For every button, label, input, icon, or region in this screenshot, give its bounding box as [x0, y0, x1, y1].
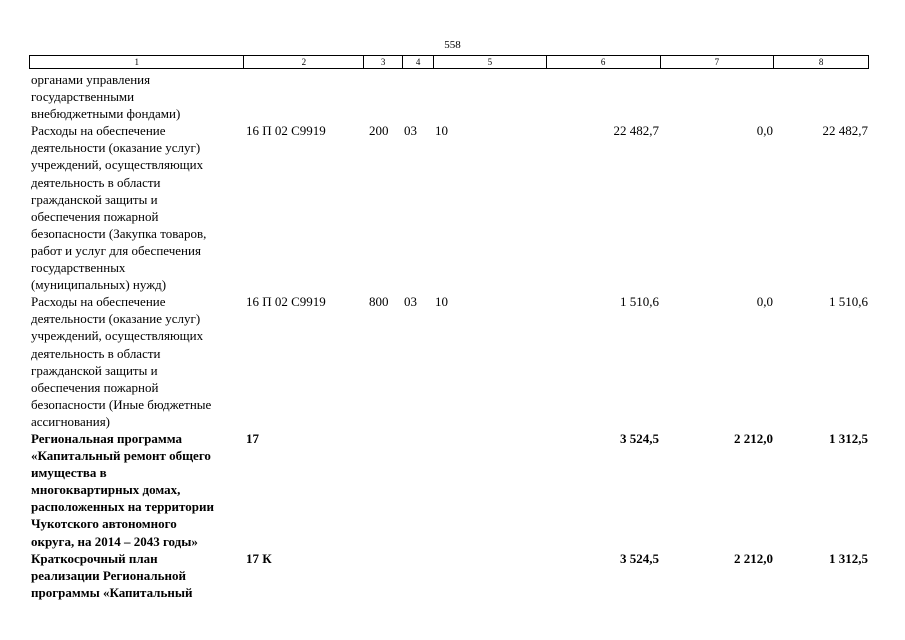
table-body [29, 71, 869, 601]
row-amount-col8: 1 312,5 [829, 550, 868, 566]
row-section [403, 430, 434, 550]
table-row [29, 430, 869, 550]
row-description: органами управления государственными внебюджетными фондами) [31, 72, 181, 122]
table-row [29, 550, 869, 601]
header-col-8: 8 [818, 57, 824, 67]
row-amount-col8: 1 510,6 [829, 294, 868, 310]
row-description: Краткосрочный план реализации Региональной программы «Капитальный [31, 550, 193, 600]
row-subsection [434, 71, 547, 122]
row-description: Расходы на обеспечение деятельности (оказание услуг) учреждений, осуществляющих деятельность в области гражданской защиты и обеспечения пожарной безопасности (Закупка товаров, работ и услуг для обеспечения государственных (муниципальных) нужд) [31, 123, 207, 293]
row-amount-col7: 0,0 [756, 294, 773, 310]
row-description: Расходы на обеспечение деятельности (оказание услуг) учреждений, осуществляющих деятельность в области гражданской защиты и обеспечения пожарной безопасности (Иные бюджетные ассигнования) [31, 294, 212, 429]
row-expense-type: 200 [369, 123, 389, 139]
header-col-7: 7 [661, 56, 775, 68]
row-amount-col8 [775, 71, 869, 122]
row-target-code: 16 П 02 С9919 [246, 123, 326, 139]
header-col-6: 6 [547, 56, 661, 68]
row-amount-total: 1 510,6 [620, 294, 659, 310]
row-amount-col7: 2 212,0 [734, 550, 773, 566]
row-section [403, 71, 434, 122]
table-row [29, 293, 869, 430]
header-col-3: 3 [364, 56, 403, 68]
row-expense-type [364, 550, 403, 601]
row-target-code: 16 П 02 С9919 [246, 294, 326, 310]
row-target-code: 17 [246, 430, 259, 446]
row-expense-type [364, 71, 403, 122]
row-amount-col7: 0,0 [756, 123, 773, 139]
row-amount-col7 [661, 71, 775, 122]
header-col-2: 2 [244, 56, 364, 68]
row-section [403, 550, 434, 601]
row-section: 03 [404, 294, 417, 310]
row-target-code [244, 71, 364, 122]
row-amount-col8: 1 312,5 [829, 430, 868, 446]
table-row [29, 122, 869, 293]
header-col-4: 4 [403, 56, 434, 68]
row-amount-total [547, 71, 661, 122]
row-subsection [434, 550, 547, 601]
header-col-1: 1 [30, 56, 244, 68]
row-expense-type: 800 [369, 294, 389, 310]
row-target-code: 17 К [246, 550, 272, 566]
row-subsection [434, 430, 547, 550]
row-amount-col8: 22 482,7 [822, 123, 868, 139]
row-description: Региональная программа «Капитальный ремонт общего имущества в многоквартирных домах, расположенных на территории Чукотского автономного округа, на 2014 – 2043 годы» [31, 430, 214, 549]
row-amount-total: 3 524,5 [620, 430, 659, 446]
row-subsection: 10 [435, 123, 448, 139]
row-expense-type [364, 430, 403, 550]
page-number: 558 [444, 39, 461, 51]
table-row [29, 71, 869, 122]
row-section: 03 [404, 123, 417, 139]
row-amount-total: 3 524,5 [620, 550, 659, 566]
row-amount-col7: 2 212,0 [734, 430, 773, 446]
row-amount-total: 22 482,7 [613, 123, 659, 139]
row-subsection: 10 [435, 294, 448, 310]
table-header [29, 55, 869, 69]
header-col-5: 5 [434, 56, 547, 68]
